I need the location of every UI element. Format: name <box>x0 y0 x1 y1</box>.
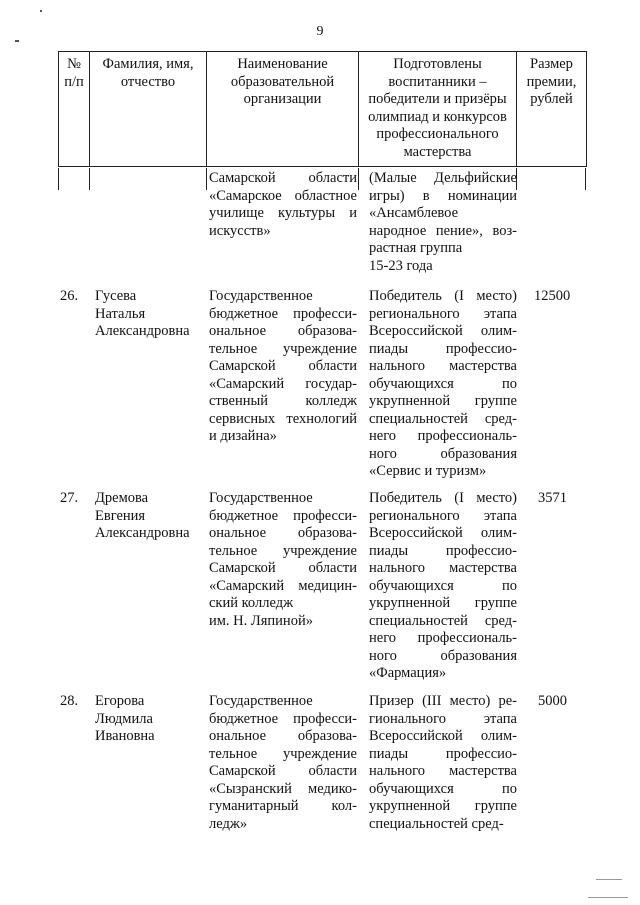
text-line: ледж» <box>209 815 248 832</box>
text-line: Ивановна <box>95 728 155 744</box>
header-num: № п/п <box>59 52 90 167</box>
row-26-desc <box>369 288 517 481</box>
text-line: ональное образова- <box>209 323 357 339</box>
text-line: Всероссийской олим- <box>369 323 517 339</box>
text-line: ного образования <box>369 647 517 664</box>
text-line: им. Н. Ляпиной» <box>209 612 313 629</box>
text-line: сервисных технологий <box>209 410 357 427</box>
text-line: Государственное <box>209 490 313 506</box>
row-26-org <box>209 288 357 446</box>
text-line: Александровна <box>95 323 190 339</box>
text-line: игры) в номинации <box>369 187 517 204</box>
row-27-org <box>209 490 357 630</box>
text-line: обучающихся по <box>369 780 517 797</box>
header-prize: Размер премии, рублей <box>517 52 587 167</box>
text-line: Евгения <box>95 507 146 524</box>
text-line: регионального этапа <box>369 305 517 322</box>
text-line: «Самарское областное <box>209 187 357 204</box>
row-27-prize: 3571 <box>538 490 567 506</box>
text-line: «Сервис и туризм» <box>369 463 487 479</box>
continuation-org <box>209 170 357 240</box>
text-line: бюджетное професси- <box>209 305 357 322</box>
row-27-desc <box>369 490 517 683</box>
text-line: нального мастерства <box>369 763 517 779</box>
text-line: ский колледж <box>209 595 294 611</box>
text-line: ональное образова- <box>209 525 357 541</box>
text-line: обучающихся по <box>369 375 517 392</box>
row-27-num: 27. <box>60 490 79 506</box>
text-line: него профессиональ- <box>369 630 517 646</box>
text-line: Наталья <box>95 305 146 322</box>
text-line: тельное учреждение <box>209 542 357 559</box>
text-line: «Сызранский медико- <box>209 780 357 797</box>
text-line: укрупненной группе <box>369 393 517 409</box>
row-28-num: 28. <box>60 693 79 709</box>
scan-artifact <box>596 879 622 880</box>
text-line: 15-23 года <box>369 257 433 274</box>
text-line: «Самарский медицин- <box>209 577 357 594</box>
header-desc: Подготовлены воспитанники – победители и призёры олимпиад и конкурсов профессионального мастерства <box>359 52 517 167</box>
text-line: Самарской области <box>209 560 357 576</box>
text-line: обучающихся по <box>369 577 517 594</box>
text-line: бюджетное професси- <box>209 507 357 524</box>
text-line: народное пение», воз- <box>369 222 517 239</box>
text-line: тельное учреждение <box>209 745 357 762</box>
text-line: регионального этапа <box>369 507 517 524</box>
continuation-desc <box>369 170 517 275</box>
header-name: Фамилия, имя, отчество <box>90 52 207 167</box>
text-line: Всероссийской олим- <box>369 525 517 541</box>
page-number: 9 <box>316 24 324 39</box>
text-line: Егорова <box>95 693 145 709</box>
text-line: Александровна <box>95 525 190 541</box>
text-line: Дремова <box>95 490 149 506</box>
header-org: Наименование образовательной организации <box>207 52 359 167</box>
text-line: укрупненной группе <box>369 798 517 814</box>
row-28-org <box>209 693 357 833</box>
scan-speck <box>40 10 42 12</box>
table-header <box>58 51 587 167</box>
row-28-prize: 5000 <box>538 693 567 709</box>
text-line: «Самарский государ- <box>209 375 357 392</box>
text-line: пиады профессио- <box>369 340 517 357</box>
text-line: тельное учреждение <box>209 340 357 357</box>
text-line: пиады профессио- <box>369 542 517 559</box>
scan-speck <box>15 40 19 42</box>
text-line: Государственное <box>209 288 313 304</box>
text-line: Людмила <box>95 710 153 727</box>
text-line: Самарской области <box>209 170 357 186</box>
text-line: укрупненной группе <box>369 595 517 611</box>
text-line: ственный колледж <box>209 393 357 409</box>
text-line: Самарской области <box>209 358 357 374</box>
text-line: специальностей сред- <box>369 410 517 427</box>
text-line: специальностей сред- <box>369 612 517 629</box>
text-line: (Малые Дельфийские <box>369 170 517 186</box>
text-line: него профессиональ- <box>369 428 517 444</box>
row-26-prize: 12500 <box>534 288 571 304</box>
text-line: Победитель (I место) <box>369 288 517 304</box>
row-28-name <box>95 693 155 746</box>
text-line: Призер (III место) ре- <box>369 693 517 709</box>
text-line: училище культуры и <box>209 205 357 221</box>
text-line: бюджетное професси- <box>209 710 357 727</box>
text-line: гуманитарный кол- <box>209 798 357 814</box>
text-line: искусств» <box>209 222 271 239</box>
text-line: Гусева <box>95 288 137 304</box>
text-line: ональное образова- <box>209 728 357 744</box>
scan-artifact <box>588 897 628 898</box>
text-line: гионального этапа <box>369 710 517 727</box>
text-line: нального мастерства <box>369 560 517 576</box>
text-line: Победитель (I место) <box>369 490 517 506</box>
row-26-num: 26. <box>60 288 79 304</box>
text-line: ного образования <box>369 445 517 462</box>
row-26-name <box>95 288 190 341</box>
text-line: нального мастерства <box>369 358 517 374</box>
text-line: пиады профессио- <box>369 745 517 762</box>
row-28-desc <box>369 693 517 833</box>
text-line: растная группа <box>369 240 463 256</box>
text-line: «Фармация» <box>369 665 447 681</box>
row-27-name <box>95 490 190 543</box>
text-line: Самарской области <box>209 763 357 779</box>
text-line: Государственное <box>209 693 313 709</box>
text-line: Всероссийской олим- <box>369 728 517 744</box>
text-line: и дизайна» <box>209 428 277 444</box>
text-line: специальностей сред- <box>369 815 504 832</box>
text-line: «Ансамблевое <box>369 205 459 221</box>
